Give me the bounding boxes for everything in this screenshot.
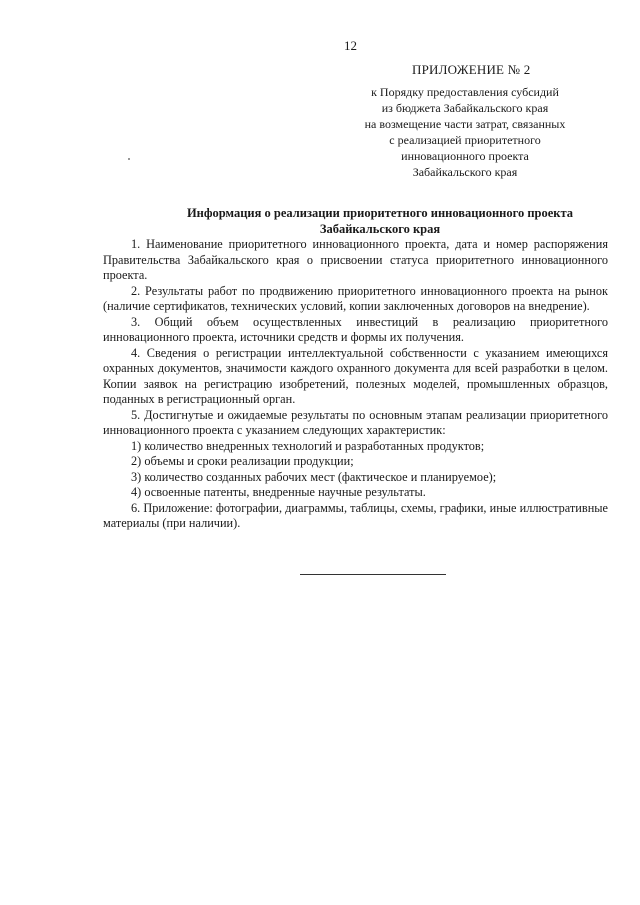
appendix-note-line: из бюджета Забайкальского края [381, 101, 549, 115]
appendix-note-line: на возмещение части затрат, связанных [364, 117, 566, 131]
page-number: 12 [344, 38, 357, 53]
paragraph-5: 5. Достигнутые и ожидаемые результаты по основным этапам реализации приоритетного инновационного проекта с указанием следующих характеристик: [103, 407, 608, 437]
paragraph-4: 4. Сведения о регистрации интеллектуальной собственности с указанием имеющихся охранных документов, значимости каждого охранного документа для всей разработки в целом. Копии заявок на регистрацию изобретений, полезных моделей, промышленных образцов, поданных в регистрационный орган. [103, 345, 608, 406]
scan-speck [128, 158, 130, 160]
document-title-line: Забайкальского края [319, 222, 441, 236]
paragraph-2: 2. Результаты работ по продвижению приоритетного инновационного проекта на рынок (наличие сертификатов, технических условий, копии заключенных договоров на внедрение). [103, 283, 608, 313]
paragraph-1: 1. Наименование приоритетного инновационного проекта, дата и номер распоряжения Правительства Забайкальского края о присвоении статуса приоритетного инновационного проекта. [103, 237, 608, 282]
list-item: 3) количество созданных рабочих мест (фактическое и планируемое); [131, 469, 497, 484]
list-item: 2) объемы и сроки реализации продукции; [131, 454, 354, 468]
appendix-note-line: к Порядку предоставления субсидий [371, 85, 559, 99]
appendix-note-line: с реализацией приоритетного [389, 133, 541, 147]
appendix-title: ПРИЛОЖЕНИЕ № 2 [412, 62, 531, 77]
paragraph-3: 3. Общий объем осуществленных инвестиций в реализацию приоритетного инновационного проекта, источники средств и формы их получения. [103, 314, 608, 344]
appendix-note-line: инновационного проекта [401, 149, 529, 163]
list-item: 1) количество внедренных технологий и разработанных продуктов; [131, 438, 485, 453]
closing-divider [300, 574, 446, 575]
document-body [103, 237, 608, 532]
document-title-line: Информация о реализации приоритетного инновационного проекта [186, 206, 574, 220]
appendix-note [340, 84, 590, 180]
paragraph-6: 6. Приложение: фотографии, диаграммы, таблицы, схемы, графики, иные иллюстративные материалы (при наличии). [103, 500, 608, 530]
list-item: 4) освоенные патенты, внедренные научные результаты. [131, 485, 426, 499]
appendix-note-line: Забайкальского края [412, 165, 518, 179]
document-title [130, 205, 630, 237]
